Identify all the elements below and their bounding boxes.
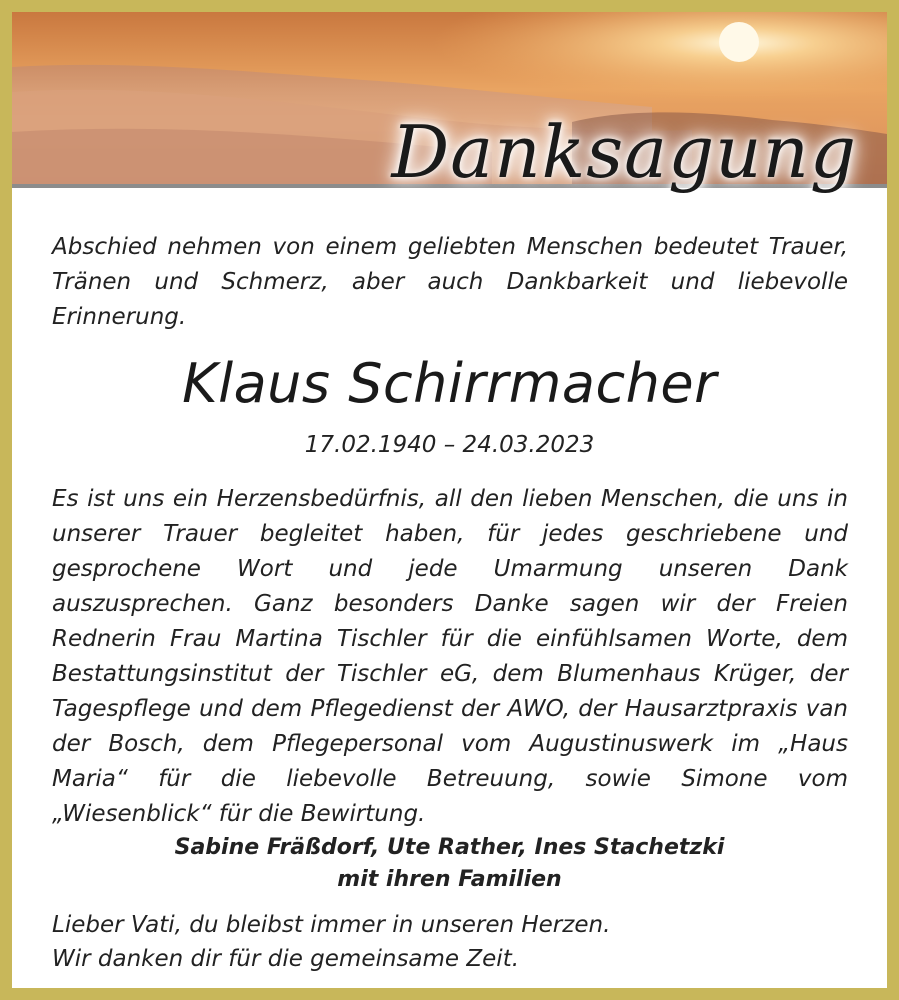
closing-line-2: Wir danken dir für die gemeinsame Zeit. bbox=[52, 946, 520, 972]
signature-family: mit ihren Familien bbox=[337, 867, 562, 892]
signature-names: Sabine Fräßdorf, Ute Rather, Ines Stachetzki bbox=[174, 835, 725, 860]
thanks-message: Es ist uns ein Herzensbedürfnis, all den lieben Menschen, die uns in unserer Trauer begleitet haben, für jedes geschriebene und gesprochene Wort und jede Umarmung unseren Dank auszusprechen. Ganz besonders Danke sagen wir der Freien Rednerin Frau Martina Tischler für die einfühlsamen Worte, dem Bestattungsinstitut der Tischler eG, dem Blumenhaus Krüger, der Tagespflege und dem Pflegedienst der AWO, der Hausarztpraxis van der Bosch, dem Pflegepersonal vom Augustinuswerk im „Haus Maria“ für die liebevolle Betreuung, sowie Simone vom „Wiesenblick“ für die Bewirtung. bbox=[52, 486, 848, 827]
signature-block bbox=[12, 832, 887, 896]
intro-text: Abschied nehmen von einem geliebten Menschen bedeutet Trauer, Tränen und Schmerz, aber auch Dankbarkeit und liebevolle Erinnerung. bbox=[52, 234, 848, 330]
deceased-name: Klaus Schirrmacher bbox=[182, 352, 717, 415]
closing-text bbox=[52, 908, 610, 976]
danksagung-heading: Danksagung bbox=[391, 110, 857, 194]
closing-line-1: Lieber Vati, du bleibst immer in unseren Herzen. bbox=[52, 912, 611, 938]
obituary-card bbox=[12, 12, 887, 988]
life-dates: 17.02.1940 – 24.03.2023 bbox=[304, 432, 595, 458]
